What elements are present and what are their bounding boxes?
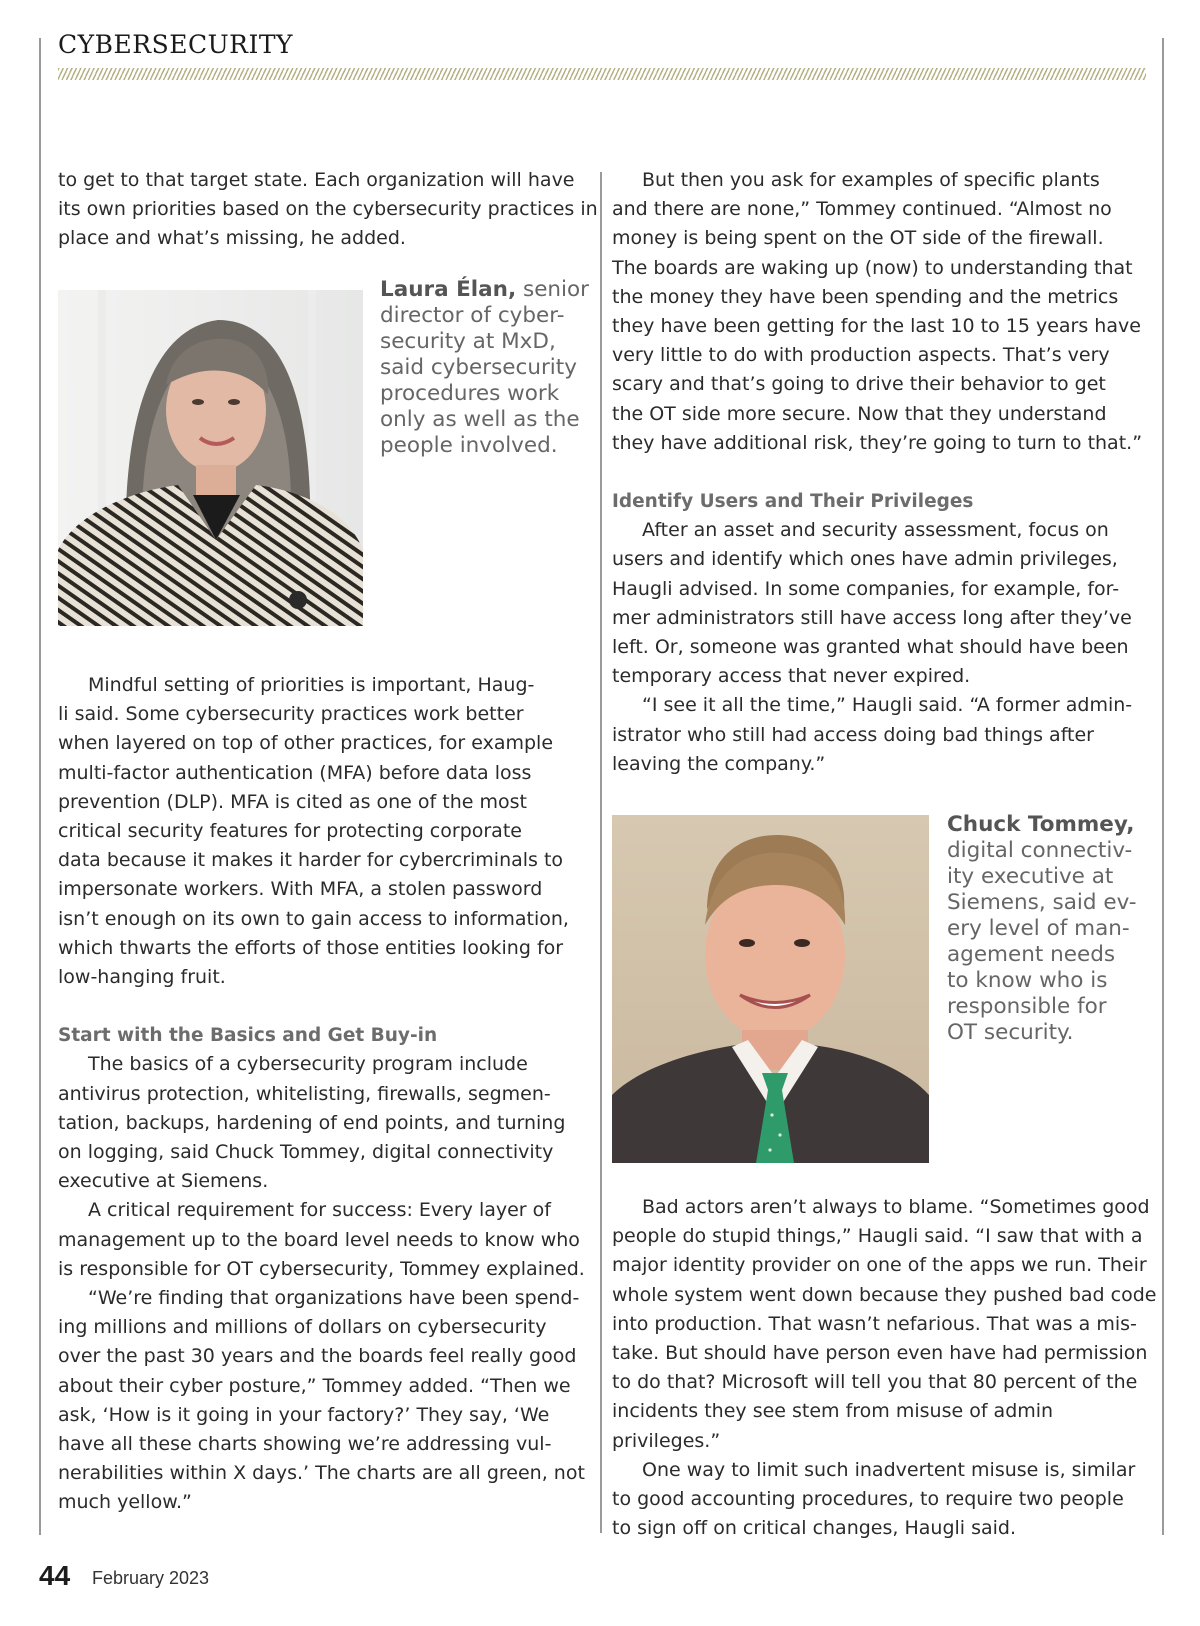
caption-name: Laura Élan, [380, 277, 517, 302]
page-number: 44 [39, 1560, 71, 1591]
text-line: incidents they see stem from misuse of admin privileges.” [612, 1400, 1054, 1452]
text-line: tation, backups, hardening of end points, and turning [58, 1111, 566, 1134]
text-line: they have additional risk, they’re going to turn to that.” [612, 431, 1143, 454]
text-line: is responsible for OT cybersecurity, Tommey explained. [58, 1257, 585, 1280]
text-line: li said. Some cybersecurity practices work better [58, 703, 524, 726]
text-line: whole system went down because they pushed bad code [612, 1283, 1157, 1306]
text-line: take. But should have person even have had permission [612, 1342, 1148, 1365]
chuck-tommey-caption [947, 812, 1152, 1046]
caption-line: director of cyber- [380, 303, 565, 328]
text-line: antivirus protection, whitelisting, firewalls, segmen- [58, 1082, 551, 1105]
text-line: critical security features for protecting corporate [58, 820, 522, 843]
text-line: impersonate workers. With MFA, a stolen password [58, 878, 543, 901]
text-line: to do that? Microsoft will tell you that 80 percent of the [612, 1371, 1138, 1394]
text-line: The boards are waking up (now) to understanding that [612, 256, 1133, 279]
text-line: the money they have been spending and the metrics [612, 285, 1119, 308]
caption-line: ery level of man- [947, 916, 1130, 941]
text-line: which thwarts the efforts of those entities looking for [58, 936, 564, 959]
text-line: place and what’s missing, he added. [58, 227, 406, 250]
text-line: prevention (DLP). MFA is cited as one of the most [58, 790, 527, 813]
caption-line: security at MxD, [380, 329, 556, 354]
text-line: to get to that target state. Each organization will have [58, 169, 575, 191]
caption-line: only as well as the [380, 407, 580, 432]
text-line: isn’t enough on its own to gain access to information, [58, 907, 569, 930]
text-line: But then you ask for examples of specific plants [642, 169, 1100, 191]
laura-elan-photo [58, 290, 363, 626]
text-line: One way to limit such inadvertent misuse is, similar [642, 1458, 1136, 1481]
header-hatch-rule [58, 68, 1146, 80]
text-line: ask, ‘How is it going in your factory?’ They say, ‘We [58, 1403, 550, 1426]
text-line: its own priorities based on the cybersecurity practices in [58, 198, 598, 221]
right-bottom [612, 1193, 1157, 1543]
left-intro [58, 166, 598, 254]
text-line: leaving the company.” [612, 752, 826, 775]
caption-line: Siemens, said ev- [947, 890, 1137, 915]
text-line: very little to do with production aspects. That’s very [612, 344, 1110, 367]
left-body [58, 671, 598, 1518]
caption-line: responsible for [947, 994, 1107, 1019]
text-line: the OT side more secure. Now that they understand [612, 402, 1107, 425]
text-line: istrator who still had access doing bad things after [612, 723, 1094, 746]
text-line: multi-factor authentication (MFA) before data loss [58, 761, 532, 784]
text-line: when layered on top of other practices, for example [58, 732, 554, 755]
left-margin-rule [39, 38, 41, 1535]
text-line: mer administrators still have access long after they’ve [612, 606, 1132, 629]
caption-line: people involved. [380, 433, 558, 458]
text-line: “We’re finding that organizations have been spend- [88, 1287, 580, 1310]
text-line: to good accounting procedures, to require two people [612, 1488, 1124, 1511]
text-line: major identity provider on one of the apps we run. Their [612, 1254, 1147, 1277]
text-line: The basics of a cybersecurity program include [88, 1053, 528, 1076]
text-line: data because it makes it harder for cybercriminals to [58, 849, 564, 872]
text-line: into production. That wasn’t nefarious. That was a mis- [612, 1312, 1137, 1335]
chuck-tommey-photo [612, 815, 929, 1163]
column-divider [600, 172, 602, 1533]
text-line: ing millions and millions of dollars on cybersecurity [58, 1316, 547, 1339]
text-line: have all these charts showing we’re addressing vul- [58, 1433, 552, 1456]
section-title: CYBERSECURITY [58, 30, 294, 59]
text-line: Haugli advised. In some companies, for example, for- [612, 577, 1120, 600]
text-line: management up to the board level needs to know who [58, 1228, 580, 1251]
text-line: to sign off on critical changes, Haugli said. [612, 1517, 1017, 1540]
laura-elan-caption [380, 277, 590, 459]
text-line: they have been getting for the last 10 to 15 years have [612, 315, 1141, 338]
caption-line: said cybersecurity [380, 355, 577, 380]
text-line: “I see it all the time,” Haugli said. “A former admin- [642, 694, 1133, 717]
caption-line: senior [516, 277, 590, 302]
text-line: nerabilities within X days.’ The charts are all green, not [58, 1462, 585, 1485]
text-line: much yellow.” [58, 1491, 192, 1514]
text-line: left. Or, someone was granted what should have been [612, 636, 1129, 659]
text-line: executive at Siemens. [58, 1170, 269, 1193]
caption-line: ity executive at [947, 864, 1114, 889]
issue-date: February 2023 [92, 1568, 210, 1588]
caption-line: procedures work [380, 381, 560, 406]
section-heading: Start with the Basics and Get Buy-in [58, 1025, 438, 1047]
caption-line: to know who is [947, 968, 1108, 993]
text-line: over the past 30 years and the boards feel really good [58, 1345, 577, 1368]
right-margin-rule [1162, 38, 1164, 1535]
text-line: and there are none,” Tommey continued. “Almost no [612, 198, 1112, 221]
caption-name: Chuck Tommey, [947, 812, 1135, 837]
caption-line: digital connectiv- [947, 838, 1133, 863]
caption-line: agement needs [947, 942, 1116, 967]
section-heading: Identify Users and Their Privileges [612, 491, 974, 513]
text-line: A critical requirement for success: Every layer of [88, 1199, 551, 1222]
text-line: Mindful setting of priorities is important, Haug- [88, 674, 535, 696]
text-line: about their cyber posture,” Tommey added. “Then we [58, 1374, 571, 1397]
text-line: people do stupid things,” Haugli said. “I saw that with a [612, 1225, 1143, 1248]
text-line: scary and that’s going to drive their behavior to get [612, 373, 1106, 396]
text-line: on logging, said Chuck Tommey, digital connectivity [58, 1141, 554, 1164]
caption-line: OT security. [947, 1020, 1074, 1045]
text-line: After an asset and security assessment, focus on [642, 519, 1109, 542]
text-line: users and identify which ones have admin privileges, [612, 548, 1118, 571]
right-top [612, 166, 1157, 779]
text-line: money is being spent on the OT side of the firewall. [612, 227, 1104, 250]
text-line: low-hanging fruit. [58, 966, 226, 989]
text-line: Bad actors aren’t always to blame. “Sometimes good [642, 1196, 1150, 1218]
text-line: temporary access that never expired. [612, 665, 971, 688]
